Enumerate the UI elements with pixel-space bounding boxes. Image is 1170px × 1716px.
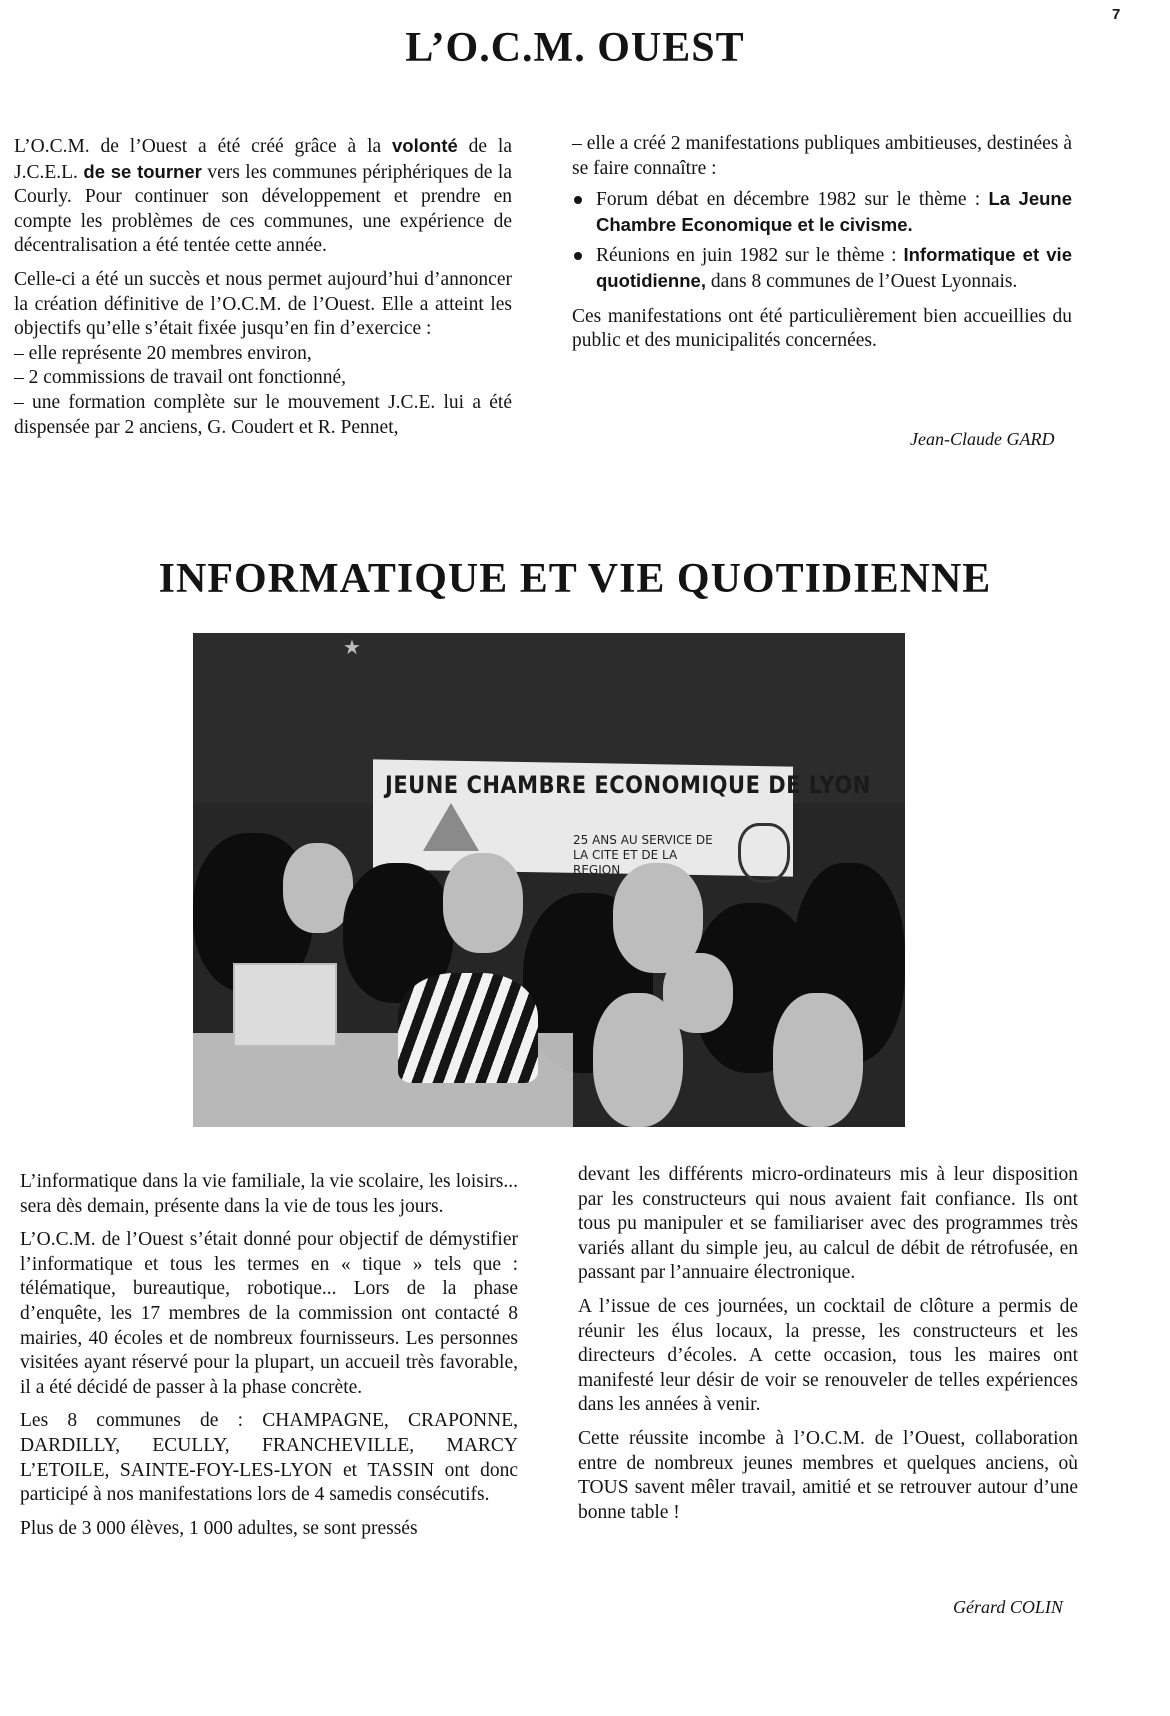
article2-left-column <box>20 1170 518 1550</box>
article2-signature: Gérard COLIN <box>953 1597 1063 1617</box>
article1-left-column <box>14 134 512 440</box>
article1-paragraph-1: L’O.C.M. de l’Ouest a été créé grâce à la volonté de la J.C.E.L. de se tourner vers les communes périphériques de la Courly. Pour continuer son développement et prendre en compte les problèmes de ces communes, une expérience de décentralisation a été tentée cette année. <box>14 135 512 257</box>
article-title-ocm-ouest: L’O.C.M. OUEST <box>405 25 745 71</box>
article1-dash-item: – 2 commissions de travail ont fonctionné, <box>14 367 346 389</box>
article2-paragraph: Les 8 communes de : CHAMPAGNE, CRAPONNE, DARDILLY, ECULLY, FRANCHEVILLE, MARCY L’ETOILE, SAINTE-FOY-LES-LYON et TASSIN ont donc participé à nos manifestations lors de 4 samedis consécutifs. <box>20 1410 518 1506</box>
article-title-informatique: INFORMATIQUE ET VIE QUOTIDIENNE <box>158 556 992 602</box>
article1-dash-item: – elle a créé 2 manifestations publiques ambitieuses, destinées à se faire connaître : <box>572 133 1072 179</box>
crowd-figure <box>593 993 683 1127</box>
article1-bullet-item: Forum débat en décembre 1982 sur le thème : La Jeune Chambre Economique et le civisme. <box>572 187 1072 238</box>
crowd-figure <box>443 853 523 953</box>
article2-paragraph: devant les différents micro-ordinateurs mis à leur disposition par les constructeurs qui nous avaient fait confiance. Ils ont tous pu manipuler et se familiariser avec des programmes très variés allant du simple jeu, au calcul de débit de rétrofusée, en passant par l’annuaire électronique. <box>578 1164 1078 1284</box>
article1-dash-item: – une formation complète sur le mouvement J.C.E. lui a été dispensée par 2 anciens, G. Coudert et R. Pennet, <box>14 391 512 438</box>
page-number: 7 <box>1112 6 1121 23</box>
triangle-logo-icon <box>423 803 479 851</box>
crowd-figure <box>773 993 863 1127</box>
striped-shirt-figure <box>398 973 538 1083</box>
article2-paragraph: Cette réussite incombe à l’O.C.M. de l’Ouest, collaboration entre de nombreux jeunes membres et quelques anciens, où TOUS savent mêler travail, amitié et se retrouver autour d’une bonne table ! <box>578 1427 1078 1523</box>
article2-paragraph: A l’issue de ces journées, un cocktail de clôture a permis de réunir les élus locaux, la presse, les constructeurs et les directeurs d’écoles. A cette occasion, tous les maires ont manifesté leur désir de voir se renouveler de telles expériences dans les années à venir. <box>578 1295 1078 1416</box>
computer-monitor-icon <box>233 963 337 1047</box>
emblem-icon <box>738 823 790 883</box>
article1-right-column <box>572 132 1072 363</box>
article1-bullet-item: Réunions en juin 1982 sur le thème : Informatique et vie quotidienne, dans 8 communes de l’Ouest Lyonnais. <box>572 243 1072 294</box>
article2-paragraph: L’O.C.M. de l’Ouest s’était donné pour objectif de démystifier l’informatique et tous les termes en « tique » tels que : télématique, bureautique, robotique... Lors de la phase d’enquête, les 17 membres de la commission ont contacté 8 mairies, 40 écoles et de nombreux fournisseurs. Les personnes visitées ayant réservé pour la plupart, un accueil très favorable, il a été décidé de passer à la phase concrète. <box>20 1229 518 1398</box>
article1-bullet-list <box>572 187 1072 294</box>
photo-banner-subtitle: 25 ANS AU SERVICE DE LA CITE ET DE LA REGION <box>573 833 713 877</box>
article1-signature: Jean-Claude GARD <box>910 429 1055 449</box>
article2-paragraph: Plus de 3 000 élèves, 1 000 adultes, se sont pressés <box>20 1517 418 1539</box>
photo-banner-text: JEUNE CHAMBRE ECONOMIQUE DE LYON <box>385 771 871 799</box>
article1-dash-item: – elle représente 20 membres environ, <box>14 342 312 364</box>
bullet-icon <box>574 252 582 260</box>
article1-paragraph-2: Celle-ci a été un succès et nous permet aujourd’hui d’annoncer la création définitive de l’O.C.M. de l’Ouest. Elle a atteint les objectifs qu’elle s’était fixée jusqu’en fin d’exercice : <box>14 268 512 340</box>
article2-right-column <box>578 1163 1078 1534</box>
event-photo <box>193 633 905 1127</box>
article1-paragraph-3: Ces manifestations ont été particulièrement bien accueillies du public et des municipalités concernées. <box>572 305 1072 352</box>
star-icon: ★ <box>343 637 361 659</box>
article2-paragraph: L’informatique dans la vie familiale, la vie scolaire, les loisirs... sera dès demain, présente dans la vie de tous les jours. <box>20 1171 518 1217</box>
bullet-icon <box>574 196 582 204</box>
